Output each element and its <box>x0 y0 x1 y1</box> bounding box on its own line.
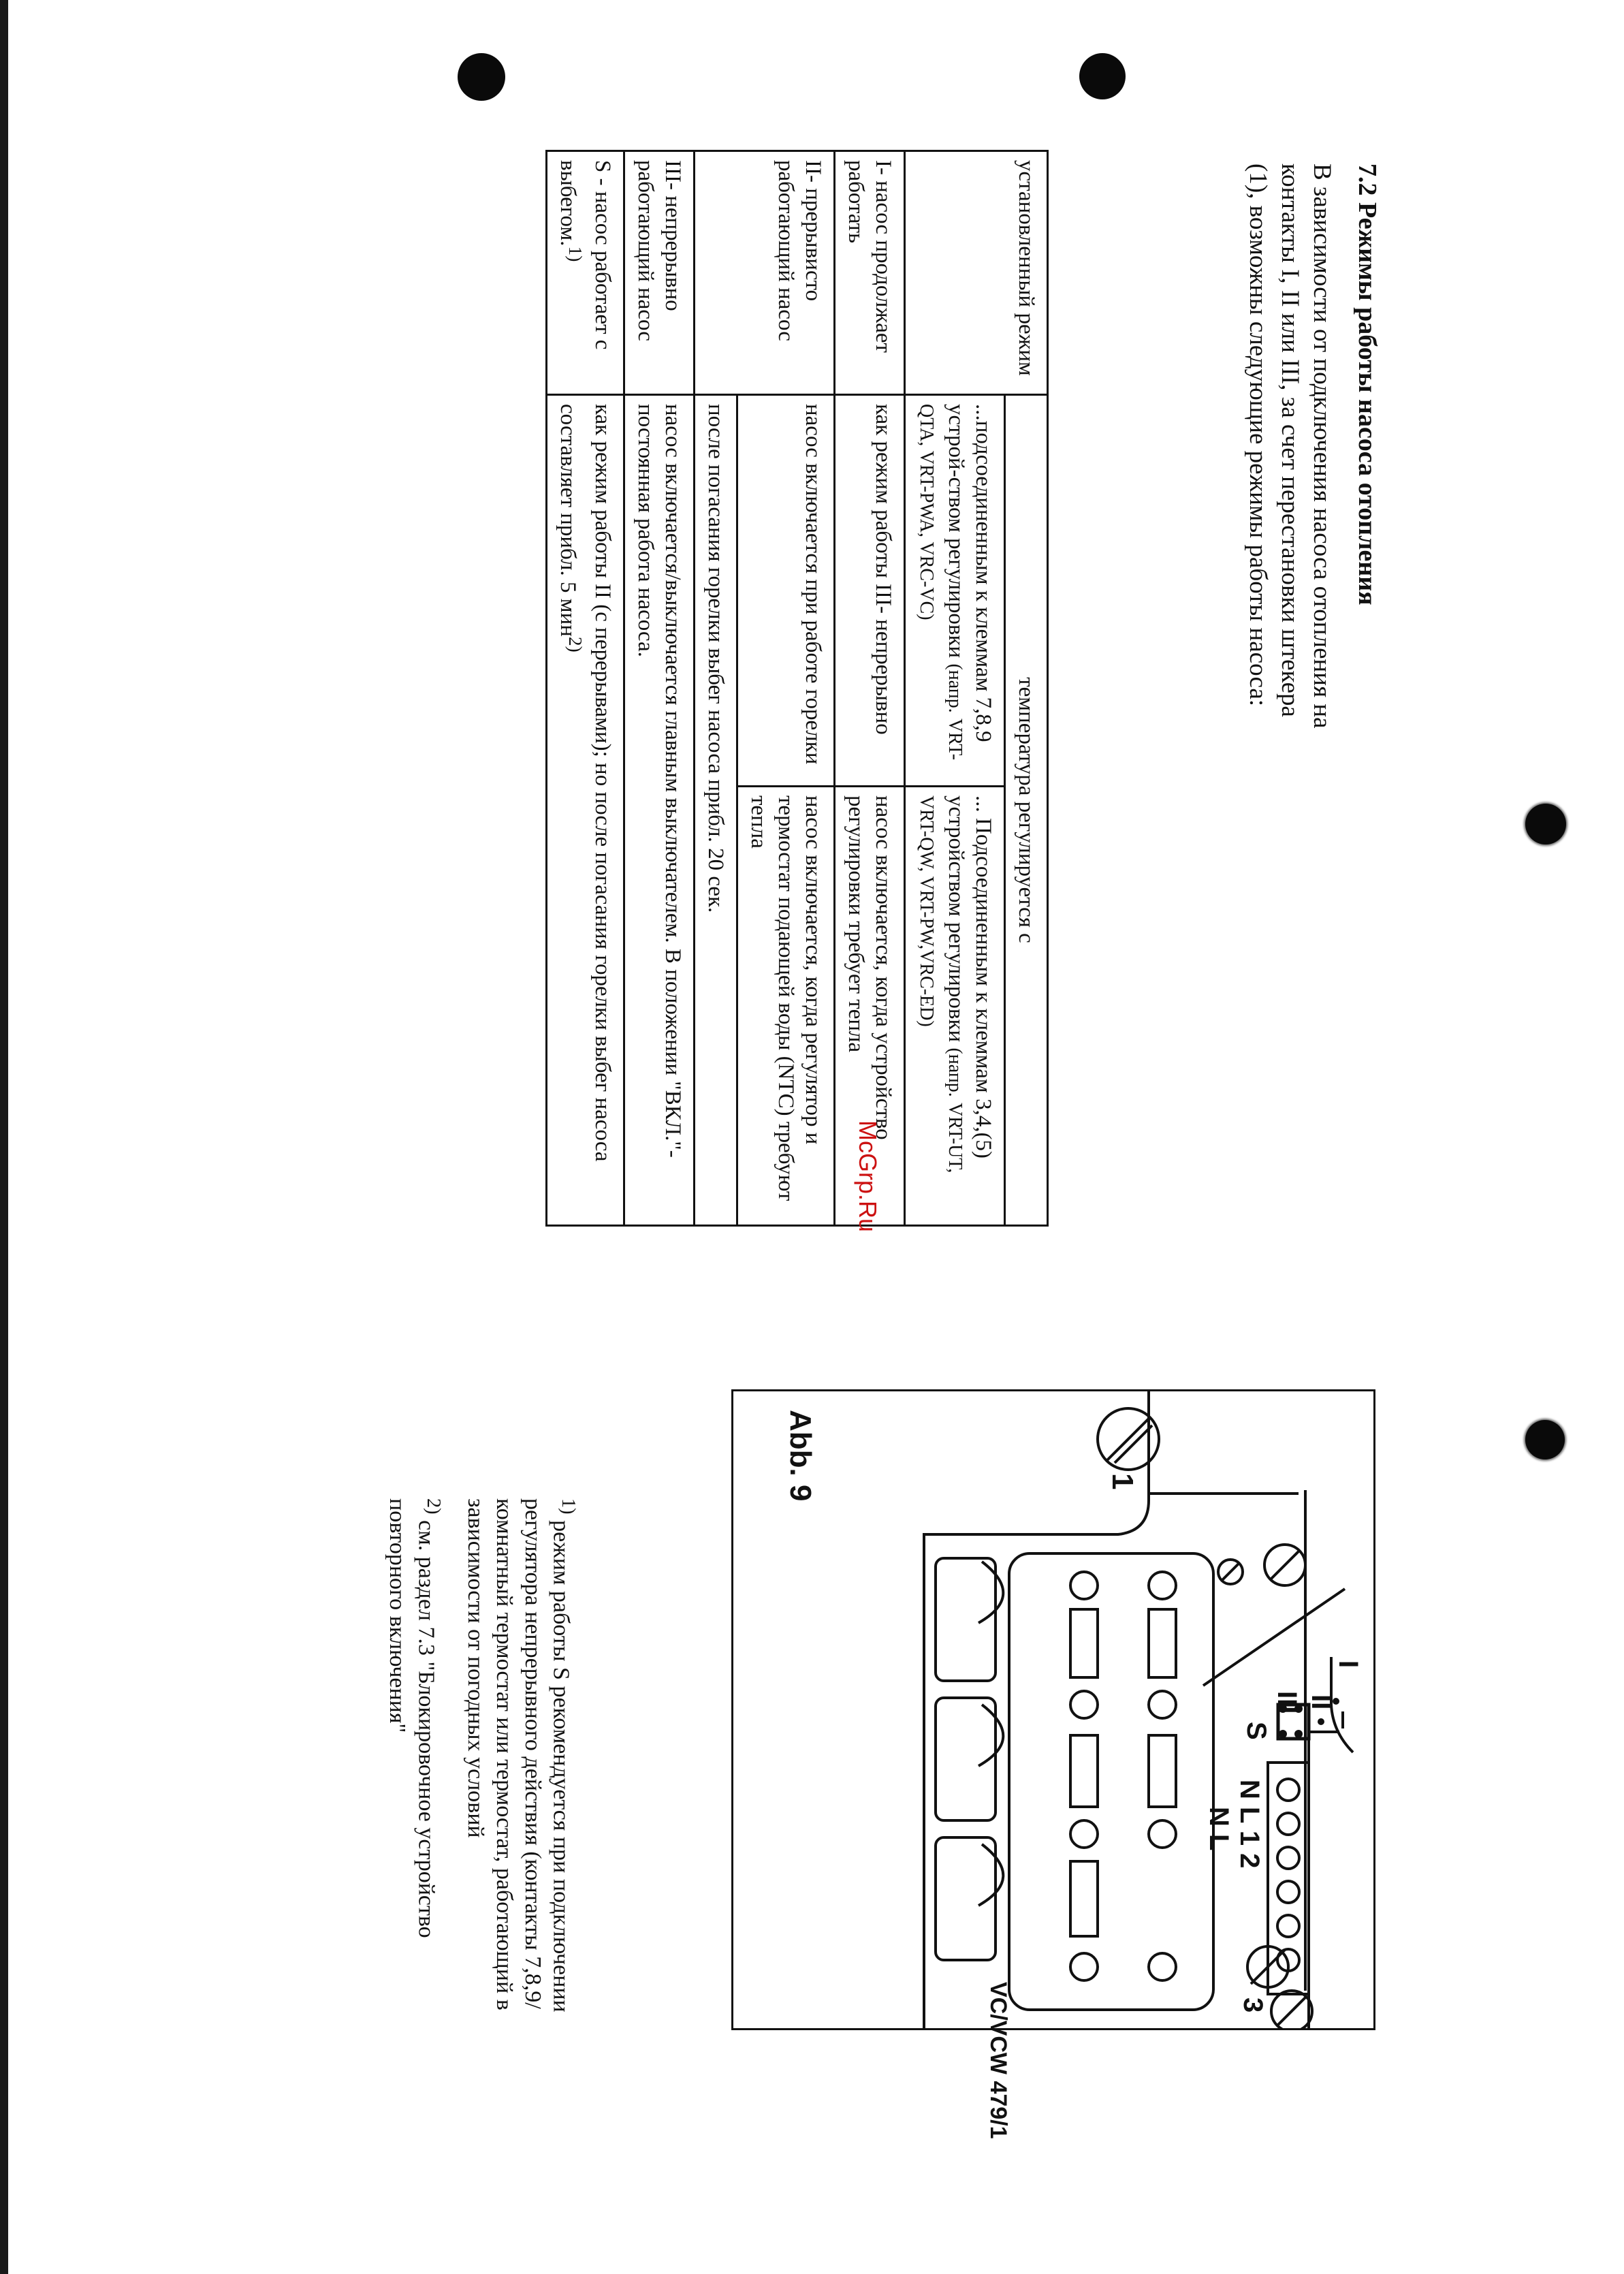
figure-caption: VC/VCW 479/1 <box>985 1982 1011 2139</box>
section-heading: 7.2 Режимы работы насоса отопления <box>1353 163 1382 605</box>
contact-label: I <box>1333 1660 1363 1669</box>
contact-label: III <box>1272 1691 1302 1714</box>
header-setting: установленный режим <box>905 151 1048 395</box>
mode-cell: III- непрерывно работающий насос <box>624 151 695 395</box>
table-row <box>547 151 624 1226</box>
mode-col-b: насос включается, когда регулятор и термостат подающей воды (NTC) требуют тепла <box>737 787 835 1226</box>
mode-col-a: насос включается при работе горелки <box>737 395 835 787</box>
contact-label: S <box>1241 1722 1271 1740</box>
header-col-a: ...подсоединенным к клеммам 7,8,9 устрой-ством регулировки (напр. VRT-QTA, VRT-PWA, VRC-VC) <box>905 395 1005 787</box>
header-col-b: ... Подсоединенным к клеммам 3,4,(5) устройством регулировки (напр. VRT-UT, VRT-QW, VRT-PW,VRC-ED) <box>905 787 1005 1226</box>
terminal-label-3: 3 <box>1238 1997 1268 2013</box>
watermark: McGrp.Ru <box>854 1120 882 1233</box>
mode-col-b: насос включается, когда устройство регулировки требует тепла <box>835 787 905 1226</box>
pump-modes-table <box>545 150 1049 1227</box>
figure-terminal-block <box>731 1389 1375 2030</box>
mode-cell: II- прерывисто работающий насос <box>695 151 835 395</box>
plug-pointer-number: 1 <box>1106 1473 1139 1490</box>
mode-note: после погасания горелки выбег насоса прибл. 20 сек. <box>695 395 737 1226</box>
table-row <box>835 151 905 1226</box>
footnote-1: $^{1)}$ режим работы S рекомендуется при подключении регулятора непрерывного действия (контакты 7,8,9/комнатный термостат или термостат, работающий в зависимости от погодных условий <box>462 1498 579 2012</box>
table-row <box>737 151 835 1226</box>
terminal-labels-top: N L 1 2 <box>1235 1780 1264 1869</box>
mode-col-a: как режим работы III- непрерывно <box>835 395 905 787</box>
section-intro: В зависимости от подключения насоса отопления на контакты I, II или III, за счет перестановки штекера (1), возможны следующие режимы работы насоса: <box>1244 163 1336 729</box>
mode-cell: I- насос продолжает работать <box>835 151 905 395</box>
terminal-labels-bottom: N L <box>1204 1807 1234 1851</box>
figure-label: Abb. 9 <box>784 1410 817 1502</box>
header-regulation: температура регулируется с <box>1005 395 1048 1226</box>
footnotes <box>369 1498 582 2016</box>
mode-desc: насос включается/выключается главным выключателем. В положении "ВКЛ."- постоянная работа насоса. <box>624 395 695 1226</box>
contact-label: II <box>1306 1694 1336 1710</box>
mode-desc: как режим работы II (с перерывами); но после погасания горелки выбег насоса составляет прибл. 5 мин$^{2)}$ <box>547 395 624 1226</box>
table-row <box>624 151 695 1226</box>
footnote-2: $^{2)}$ см. раздел 7.3 "Блокировочное устройство повторного включения" <box>385 1498 444 1938</box>
mode-cell: S - насос работает с выбегом.$^{1)}$ <box>547 151 624 395</box>
